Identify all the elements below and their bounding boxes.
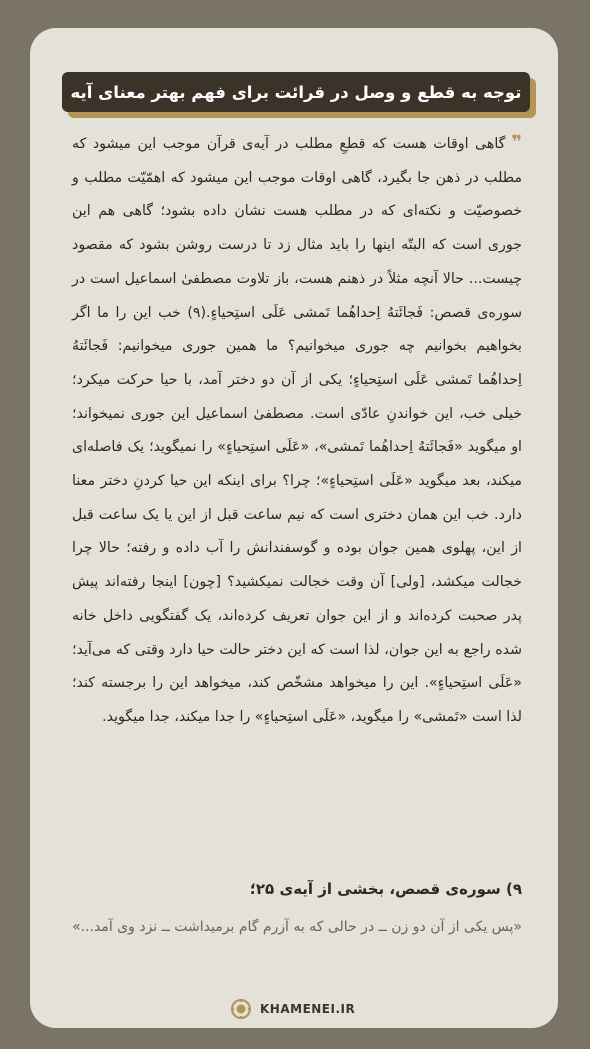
footnote-text: «پس یکی از آن دو زن ــ در حالی که به آزرم گام برمیداشت ــ نزد وی آمد...» [72,919,522,935]
title-bar [62,72,530,112]
khamenei-logo-icon [230,998,252,1020]
body-text-block [72,126,522,735]
logo-text: KHAMENEI.IR [260,1002,356,1016]
page-title: توجه به قطع و وصل در قرائت برای فهم بهتر معنای آیه [70,82,522,102]
footnote-title: ۹) سوره‌ی قصص، بخشی از آیه‌ی ۲۵؛ [249,880,522,898]
content-card [30,28,558,1028]
quote-icon: ❞ [511,132,522,153]
body-text: گاهی اوقات هست که قطعِ مطلب در آیه‌ی قرآن موجب این میشود که مطلب در ذهن جا بگیرد، گاهی اوقات موجب این میشود که اهمّیّت مطلب و خصوصیّت و نکته‌ای که در مطلب هست نشان داده بشود؛ گاهی هم این جوری است که البتّه اینها را باید مثال زد تا درست روشن بشود که مقصود چیست... حالا آنچه مثلاً در ذهنم هست، باز تلاوت مصطفیٰ اسماعیل است در سوره‌ی قصص: فَجائَتهُ اِحداهُما تَمشی عَلَی استِحیاءٍ.(۹) خب این را ما اگر بخواهیم بخوانیم چه جوری میخوانیم؟ ما همین جوری میخوانیم: فَجائَتهُ اِحداهُما تَمشی عَلَی استِحیاءٍ؛ یکی از آن دو دختر آمد، با حیا حرکت میکرد؛ خیلی خب، این خواندنِ عادّی است. مصطفیٰ اسماعیل این جوری نمیخواند؛ او میگوید «فَجائَتهُ اِحداهُما تَمشی»، «عَلَی استِحیاءٍ» را نمیگوید؛ یک فاصله‌ای میکند، بعد میگوید «عَلَی استِحیاءٍ»؛ چرا؟ برای اینکه این حیا کردنِ دختر معنا دارد. خب این همان دختری است که نیم ساعت قبل از این یا یک ساعت قبل از این، پهلوی همین جوان بوده و گوسفندانش را آب داده و رفته؛ حالا چرا خجالت میکشد، [ولی] آن وقت خجالت نمیکشید؟ [چون] اینجا رفته‌اند پیش پدر صحبت کرده‌اند و از این جوان تعریف کرده‌اند، یک گفتگویی داخل خانه شده راجع به این جوان، لذا است که این دختر حالت حیا دارد وقتی که می‌آید؛ «عَلَی استِحیاءٍ». این را میخواهد مشخّص کند، میخواهد این را برجسته کند؛ لذا است «تَمشی» را میگوید، «عَلَی استِحیاءٍ» را جدا میکند، جدا میگوید. [72,136,523,725]
site-logo [230,996,355,1022]
